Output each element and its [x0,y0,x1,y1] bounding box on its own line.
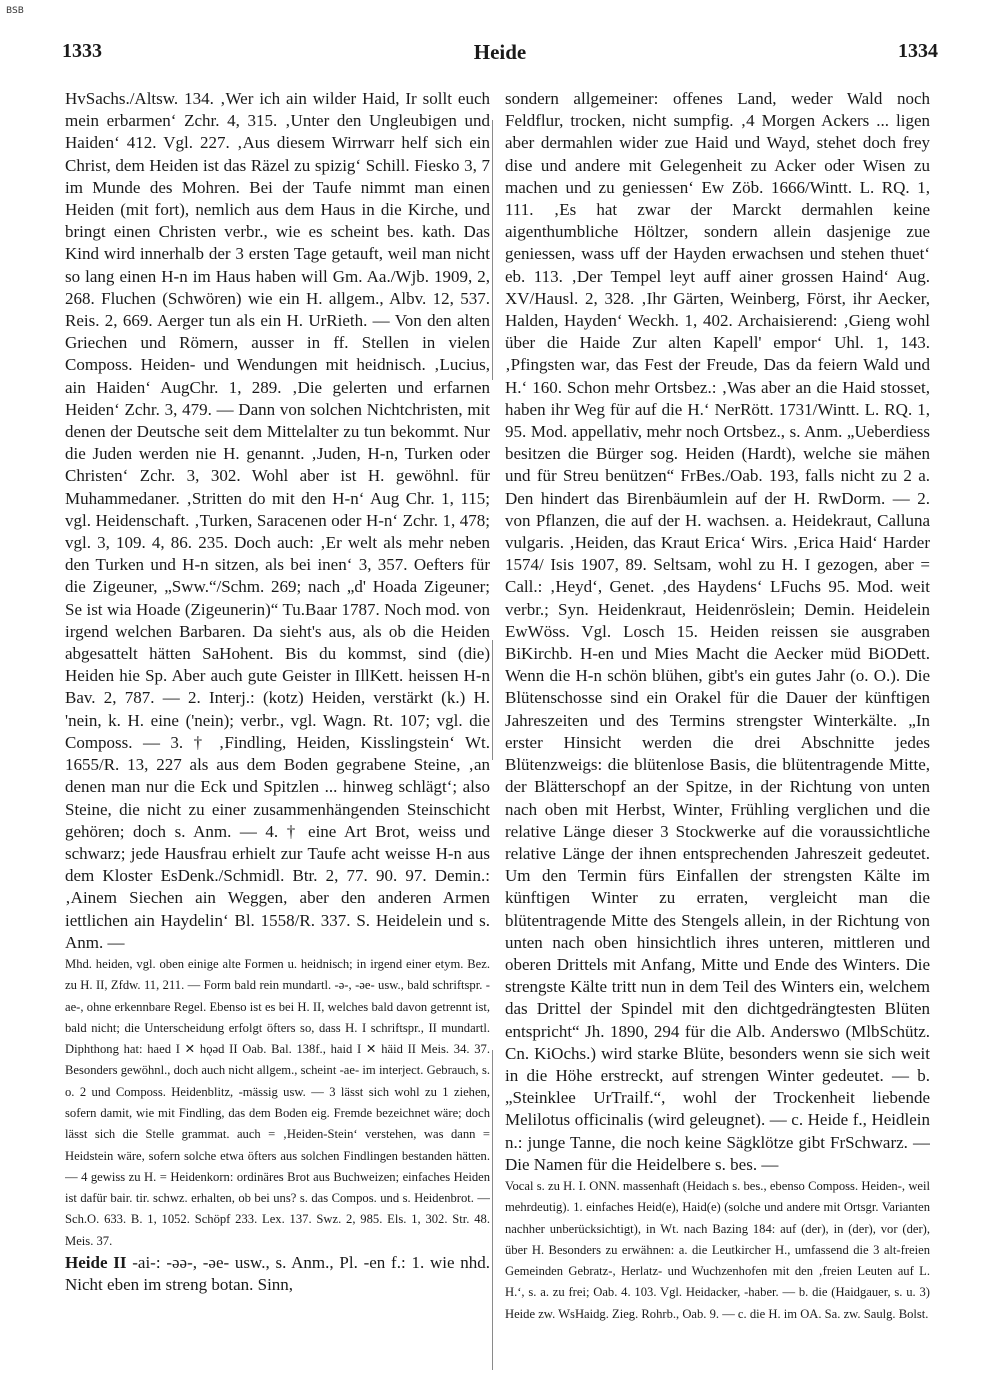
left-column [65,88,490,1388]
entry-heide-i-text: HvSachs./Altsw. 134. ‚Wer ich ain wilder Haid, Ir sollt euch mein erbarmen‘ Zchr. 4, 315. ‚Unter den Ungleubigen und Haiden‘ 412. Vgl. 227. ‚Aus diesem Wirrwarr helf sich ein Christ, dem Heiden ist das Räzel zu spizig‘ Schill. Fiesko 3, 7 im Munde des Mohren. Bei der Taufe nimmt man einen Heiden (mit fort), nemlich aus dem Haus in die Kirche, und bringt einen Christen verbr., wie es scheint bes. kath. Das Kind wird innerhalb der 3 ersten Tage getauft, weil man nicht so lang einen H-n im Haus haben will Gm. Aa./Wjb. 1909, 2, 268. Fluchen (Schwören) wie ein H. allgem., Albv. 12, 537. Reis. 2, 669. Aerger tun als ein H. UrRieth. — Von den alten Griechen und Römern, ausser in ff. Stellen in vielen Composs. Heiden- und Wendungen mit heidnisch. ‚Lucius, ain Haiden‘ AugChr. 1, 289. ‚Die gelerten und erfarnen Heiden‘ Zchr. 3, 479. — Dann von solchen Nichtchristen, mit denen der Deutsche seit dem Mittelalter zu tun bekommt. Nur die Juden werden nie H. genannt. ‚Juden, H-n, Turken oder Christen‘ Zchr. 3, 302. Wohl aber ist H. gewöhnl. für Muhammedaner. ‚Stritten do mit den H-n‘ Aug Chr. 1, 115; vgl. Heidenschaft. ‚Turken, Saracenen oder H-n‘ Zchr. 1, 478; vgl. 3, 109. 4, 86. 235. Doch auch: ‚Er welt als mehr neben den Turken und H-n sitzen, als bei inen‘ 3, 357. Oefters für die Zigeuner, „Sww.“/Schm. 269; nach „d' Hoada Zigeuner; Se ist wia Hoade (Zigeunerin)“ Tu.Baar 1787. Noch mod. von irgend welchen Barbaren. Da sieht's aus, als ob die Heiden abgesattelt hätten SaHohent. Bis du kommst, sind (die) Heiden hie Sp. Aber auch gute Geister in IllKett. heissen H-n Bav. 2, 787. — 2. Interj.: (kotz) Heiden, verstärkt (k.) H. 'nein, k. H. eine ('nein); verbr., vgl. Wagn. Rt. 107; vgl. die Composs. — 3. † ‚Findling, Heiden, Kisslingstein‘ Wt. 1655/R. 13, 227 als aus dem Boden gegrabene Steine, ‚an denen man nur die Eck und Spitzlen ... hinweg schlägt‘; also Steine, die nicht zu einer zusammenhängenden Steinschicht gehören; doch s. Anm. — 4. † eine Art Brot, weiss und schwarz; jede Hausfrau erhielt zur Taufe acht weisse H-n aus dem Kloster EsDenk./Schmidl. Btr. 2, 77. 90. 97. Demin.: ‚Ainem Siechen ain Weggen, aber den anderen Armen iettlichen ain Haydelin‘ Bl. 1558/R. 337. S. Heidelein und s. Anm. — [65,89,490,952]
page-number-left: 1333 [62,40,102,62]
entry-heide-ii-note: Vocal s. zu H. I. ONN. massenhaft (Heidach s. bes., ebenso Composs. Heiden-, weil mehrdeutig). 1. einfaches Heid(e), Haid(e) (solche und andere mit Ortsgr. Varianten nachher unberücksichtigt), in Wt. nach Bazing 184: auf (der), in (der), vor (der), über H. Besonders zu erwähnen: a. die Leutkircher H., umfassend die 3 alt-freien Gemeinden Gebratz-, Herlatz- und Wuchzenhofen mit den ‚freien Leuten auf L. H.‘, s. a. zu frei; Oab. 4. 103. Vgl. Heidacker, -haber. — b. die (Haidgauer, s. u. 3) Heide zw. WsHaidg. Zieg. Rohrb., Oab. 9. — c. die H. im OA. Sa. zw. Saulg. Bolst. [505,1178,930,1321]
page-number-right: 1334 [898,40,938,62]
entry-heide-ii-text: -ai-: -ǝǝ-, -ǝe- usw., s. Anm., Pl. -en f.: 1. wie nhd. Nicht eben im streng botan. Sinn, [65,1253,490,1295]
column-separator [492,1050,493,1370]
entry-heide-ii-text-continued: sondern allgemeiner: offenes Land, weder Wald noch Feldflur, trocken, nicht sumpfig. ‚4 Morgen Ackers ... ligen aber dermahlen wider zue Haid und Wayd, stehet doch frey dise und andere mit Gelegenheit zu Acker oder Wisen zu machen und zu geniessen‘ Ew Zöb. 1666/Wintt. L. RQ. 1, 111. ‚Es hat zwar der Marckt dermahlen keine aigenthumbliche Höltzer, sondern allein dasjenige zue geniessen, wass uff der Hayden erwachsen und stehen thuet‘ eb. 113. ‚Der Tempel leyt auff ainer grossen Haind‘ Aug. XV/Hausl. 2, 328. ‚Ihr Gärten, Weinberg, Först, ihr Aecker, Halden, Hayden‘ Weckh. 1, 402. Archaisierend: ‚Gieng wohl über die Haide Zur alten Kapell' empor‘ Uhl. 1, 143. ‚Pfingsten war, das Fest der Freude, Das da feiern Wald und H.‘ 160. Schon mehr Ortsbez.: ‚Was aber an die Haid stosset, haben ihr Weg für auf die H.‘ NerRött. 1731/Wintt. L. RQ. 1, 95. Mod. appellativ, mehr noch Ortsbez., s. Anm. „Ueberdiess besitzen die Bürger sog. Heiden (Hardt), welche sie mähen und für Streu benützen“ FrBes./Oab. 193, falls nicht zu 2 a. Den hindert das Birenbäumlein auf der H. RwDorm. — 2. von Pflanzen, die auf der H. wachsen. a. Heidekraut, Calluna vulgaris. ‚Heiden, das Kraut Erica‘ Wirs. ‚Erica Haid‘ Harder 1574/ Isis 1907, 89. Seltsam, wohl zu H. I gezogen, aber = Call.: ‚Heyd‘, Genet. ‚des Haydens‘ LFuchs 95. Mod. weit verbr.; Syn. Heidenkraut, Heidenröslein; Demin. Heidelein EwWöss. Vgl. Losch 15. Heiden reissen sie ausgraben BiKirchb. H-en und Mies Macht die Aecker müd BiODett. Wenn die H-n schön blühen, gibt's ein gutes Jahr (o. O.). Die Blütenschosse sind ein Orakel für die Dauer der künftigen Jahreszeiten und des Termins strengster Winterkälte. „In erster Hinsicht werden die drei Abschnitte jedes Blütenzweigs: die blütenlose Basis, die blütentragende Mitte, der Blätterschopf an der Spitze, in der Richtung von unten nach oben mit Herbst, Winter, Frühling verglichen und die relative Länge dieser 3 Stockwerke auf die voraussichtliche relative Länge der ihnen entsprechenden Jahreszeit gedeutet. Um den Termin fürs Einfallen der strengsten Kälte im künftigen Winter zu erraten, vergleicht man die blütentragende Mitte des Stengels allein, in der Richtung von unten nach oben hinsichtlich ihres unteren, mittleren und oberen Drittels mit Anfang, Mitte und Ende des Winters. Die strengste Kälte tritt nun in dem Teil des Winters ein, welchem das Drittel der Spindel mit den dichtgedrängtesten Blüten entspricht“ Jh. 1890, 294 für die Alb. Anderswo (MlbSchütz. Cn. KiOchs.) wird starke Blüte, besonders wenn sie sich weit in die Höhe erstreckt, auf strengen Winter gedeutet. — b. „Steinklee UrTrailf.“, wohl der Trockenheit liebende Melilotus officinalis (wird geleugnet). — c. Heide f., Heidlein n.: junge Tanne, die noch keine Sägklötze gibt FrSchwarz. — Die Namen für die Heidelbere s. bes. — [505,89,930,1174]
lemma-heide-ii: Heide II [65,1253,127,1273]
entry-heide-i-note: Mhd. heiden, vgl. oben einige alte Formen u. heidnisch; in irgend einer etym. Bez. zu H. II, Zfdw. 11, 211. — Form bald rein mundartl. -ǝ-, -ǝe- usw., bald schriftspr. -ae-, ohne erkennbare Regel. Ebenso ist es bei H. II, welches bald davon getrennt ist, bald nicht; die Unterscheidung erfolgt öfters so, dass H. I schriftspr., II mundartl. Diphthong hat: haed I ✕ hǫǝd II Oab. Bal. 138f., haid I ✕ häid II Meis. 34. 37. Besonders gewöhnl., doch auch nicht allgem., scheint -ae- im interject. Gebrauch, s. o. 2 und Composs. Heidenblitz, -mässig usw. — 3 lässt sich wohl zu 1 ziehen, sofern damit, wie mit Findling, das dem Boden eig. Fremde bezeichnet wäre; doch lässt sich die Stelle grammat. auch = ‚Heiden-Stein‘ verstehen, was dann = Heidstein wäre, sofern solche etwa öfters aus solchen Findlingen bestanden hätten. — 4 gewiss zu H. = Heidenkorn: ordinäres Brot aus Buchweizen; einfaches Heiden ist dafür bair. tir. schwz. erhalten, ob bei uns? s. das Compos. und s. Heidenbrot. — Sch.O. 633. B. 1, 1052. Schöpf 233. Lex. 137. Swz. 2, 985. Els. 1, 302. Str. 48. Meis. 37. [65,956,490,1248]
right-column [505,88,930,1388]
running-title: Heide [473,40,527,64]
entry-heide-ii-start [65,1252,490,1296]
page-header [62,40,938,70]
column-separator [492,640,493,760]
library-stamp: BSB [6,6,24,16]
column-separator [492,120,493,380]
